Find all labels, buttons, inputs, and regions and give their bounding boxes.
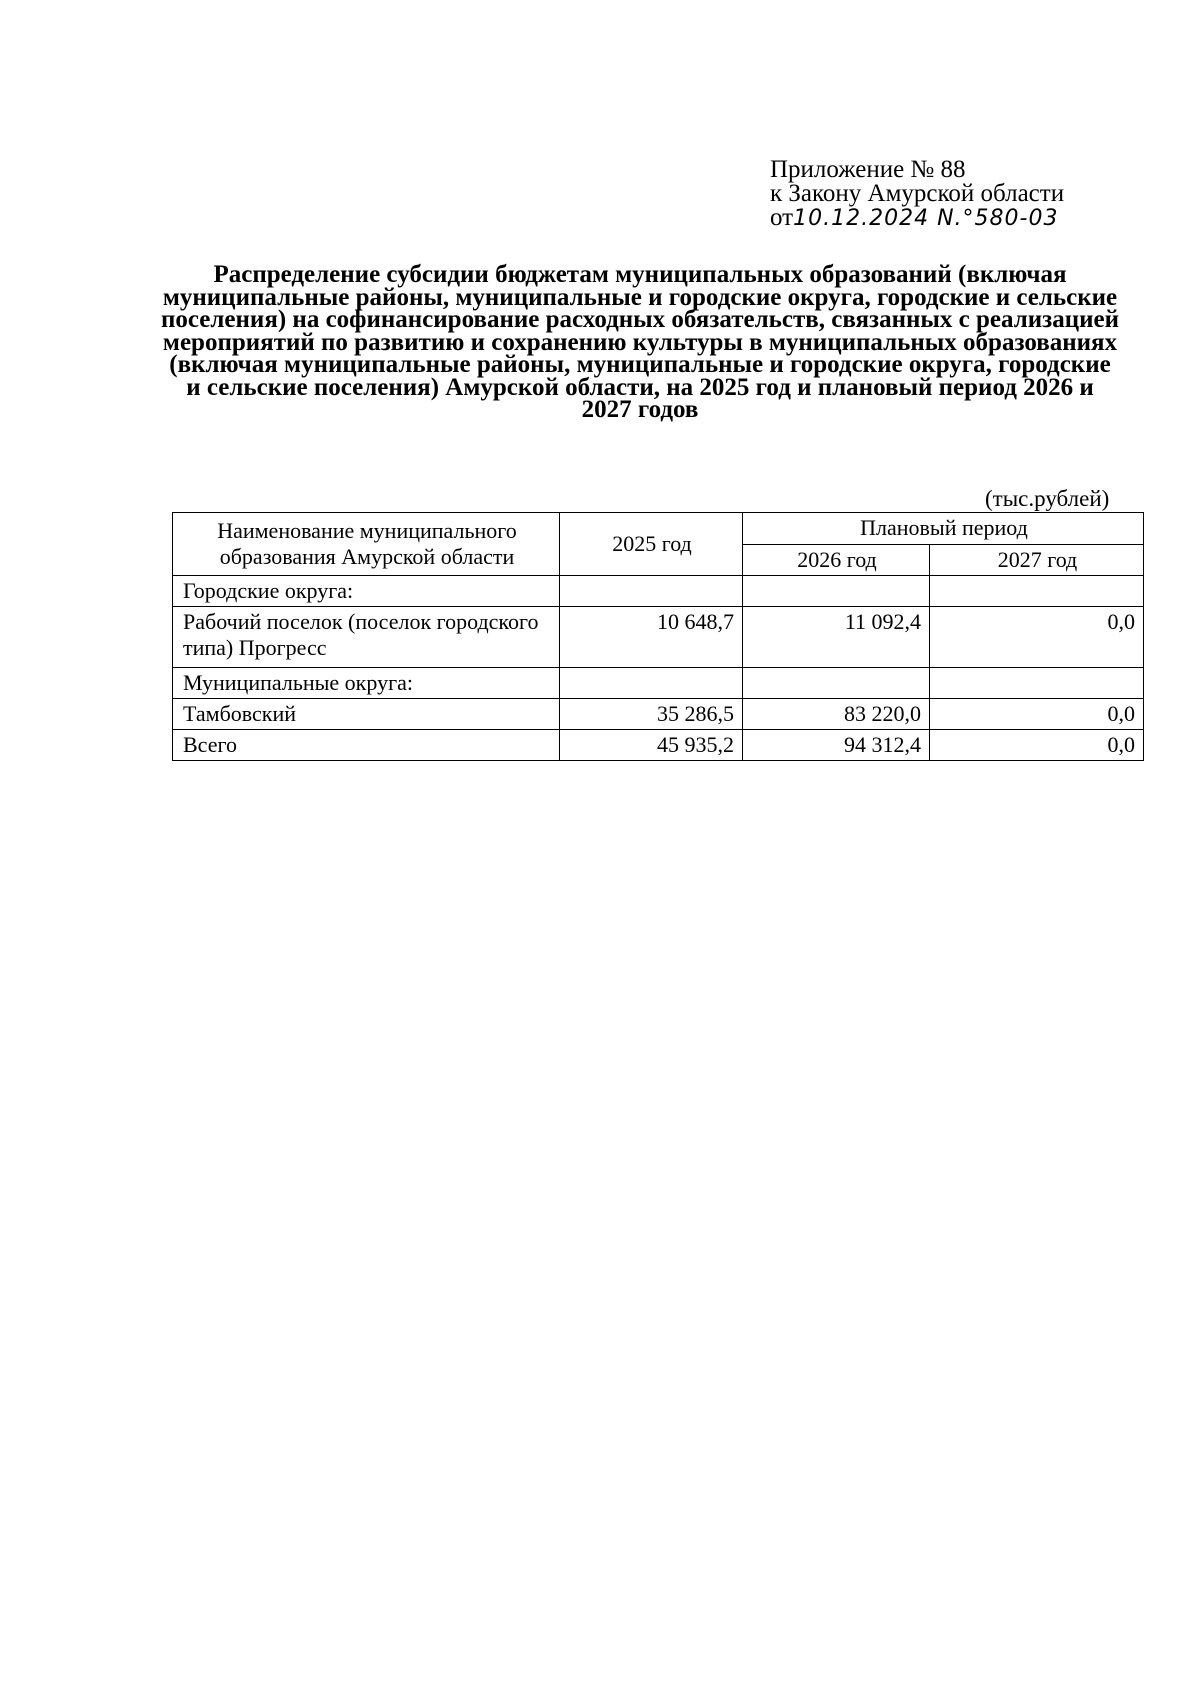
row-value-2025: 35 286,5 [560, 699, 743, 730]
section-row-municipal-districts [173, 668, 1144, 699]
total-value-2025: 45 935,2 [560, 730, 743, 761]
section-row-urban-districts [173, 576, 1144, 607]
total-value-2026: 94 312,4 [743, 730, 930, 761]
appendix-number: Приложение № 88 [770, 156, 966, 183]
table-header-row [173, 513, 1144, 545]
row-value-2027: 0,0 [930, 699, 1144, 730]
total-row [173, 730, 1144, 761]
subsidy-table [172, 512, 1144, 761]
empty-cell [560, 576, 743, 607]
appendix-law: к Закону Амурской области [770, 180, 1065, 207]
appendix-date-prefix: от [770, 204, 794, 231]
row-name: Тамбовский [173, 699, 560, 730]
total-label: Всего [173, 730, 560, 761]
header-2026: 2026 год [743, 544, 930, 576]
header-planned-period: Плановый период [743, 513, 1144, 545]
row-name: Рабочий поселок (поселок городского типа) Прогресс [173, 607, 560, 668]
header-2027: 2027 год [930, 544, 1144, 576]
empty-cell [930, 668, 1144, 699]
empty-cell [930, 576, 1144, 607]
section-heading: Муниципальные округа: [173, 668, 560, 699]
document-title: Распределение субсидии бюджетам муниципальных образований (включая муниципальные районы, муниципальные и городские округа, городские и сельские поселения) на софинансирование расходных обязательств, связанных с реализацией мероприятий по развитию и сохранению культуры в муниципальных образованиях (включая муниципальные районы, муниципальные и городские округа, городские и сельские поселения) Амурской области, на 2025 год и плановый период 2026 и 2027 годов [160, 261, 1120, 423]
appendix-reference [770, 158, 1064, 231]
empty-cell [560, 668, 743, 699]
appendix-date-line [770, 206, 1064, 231]
row-value-2027: 0,0 [930, 607, 1144, 668]
table-row [173, 699, 1144, 730]
row-value-2026: 11 092,4 [743, 607, 930, 668]
table-row [173, 607, 1144, 668]
empty-cell [743, 576, 930, 607]
section-heading: Городские округа: [173, 576, 560, 607]
empty-cell [743, 668, 930, 699]
row-value-2026: 83 220,0 [743, 699, 930, 730]
handwritten-date-number: 10.12.2024 N.°580-03 [793, 206, 1059, 231]
header-name: Наименование муниципального образования Амурской области [173, 513, 560, 576]
header-2025: 2025 год [560, 513, 743, 576]
total-value-2027: 0,0 [930, 730, 1144, 761]
units-label: (тыс.рублей) [985, 486, 1110, 511]
row-value-2025: 10 648,7 [560, 607, 743, 668]
